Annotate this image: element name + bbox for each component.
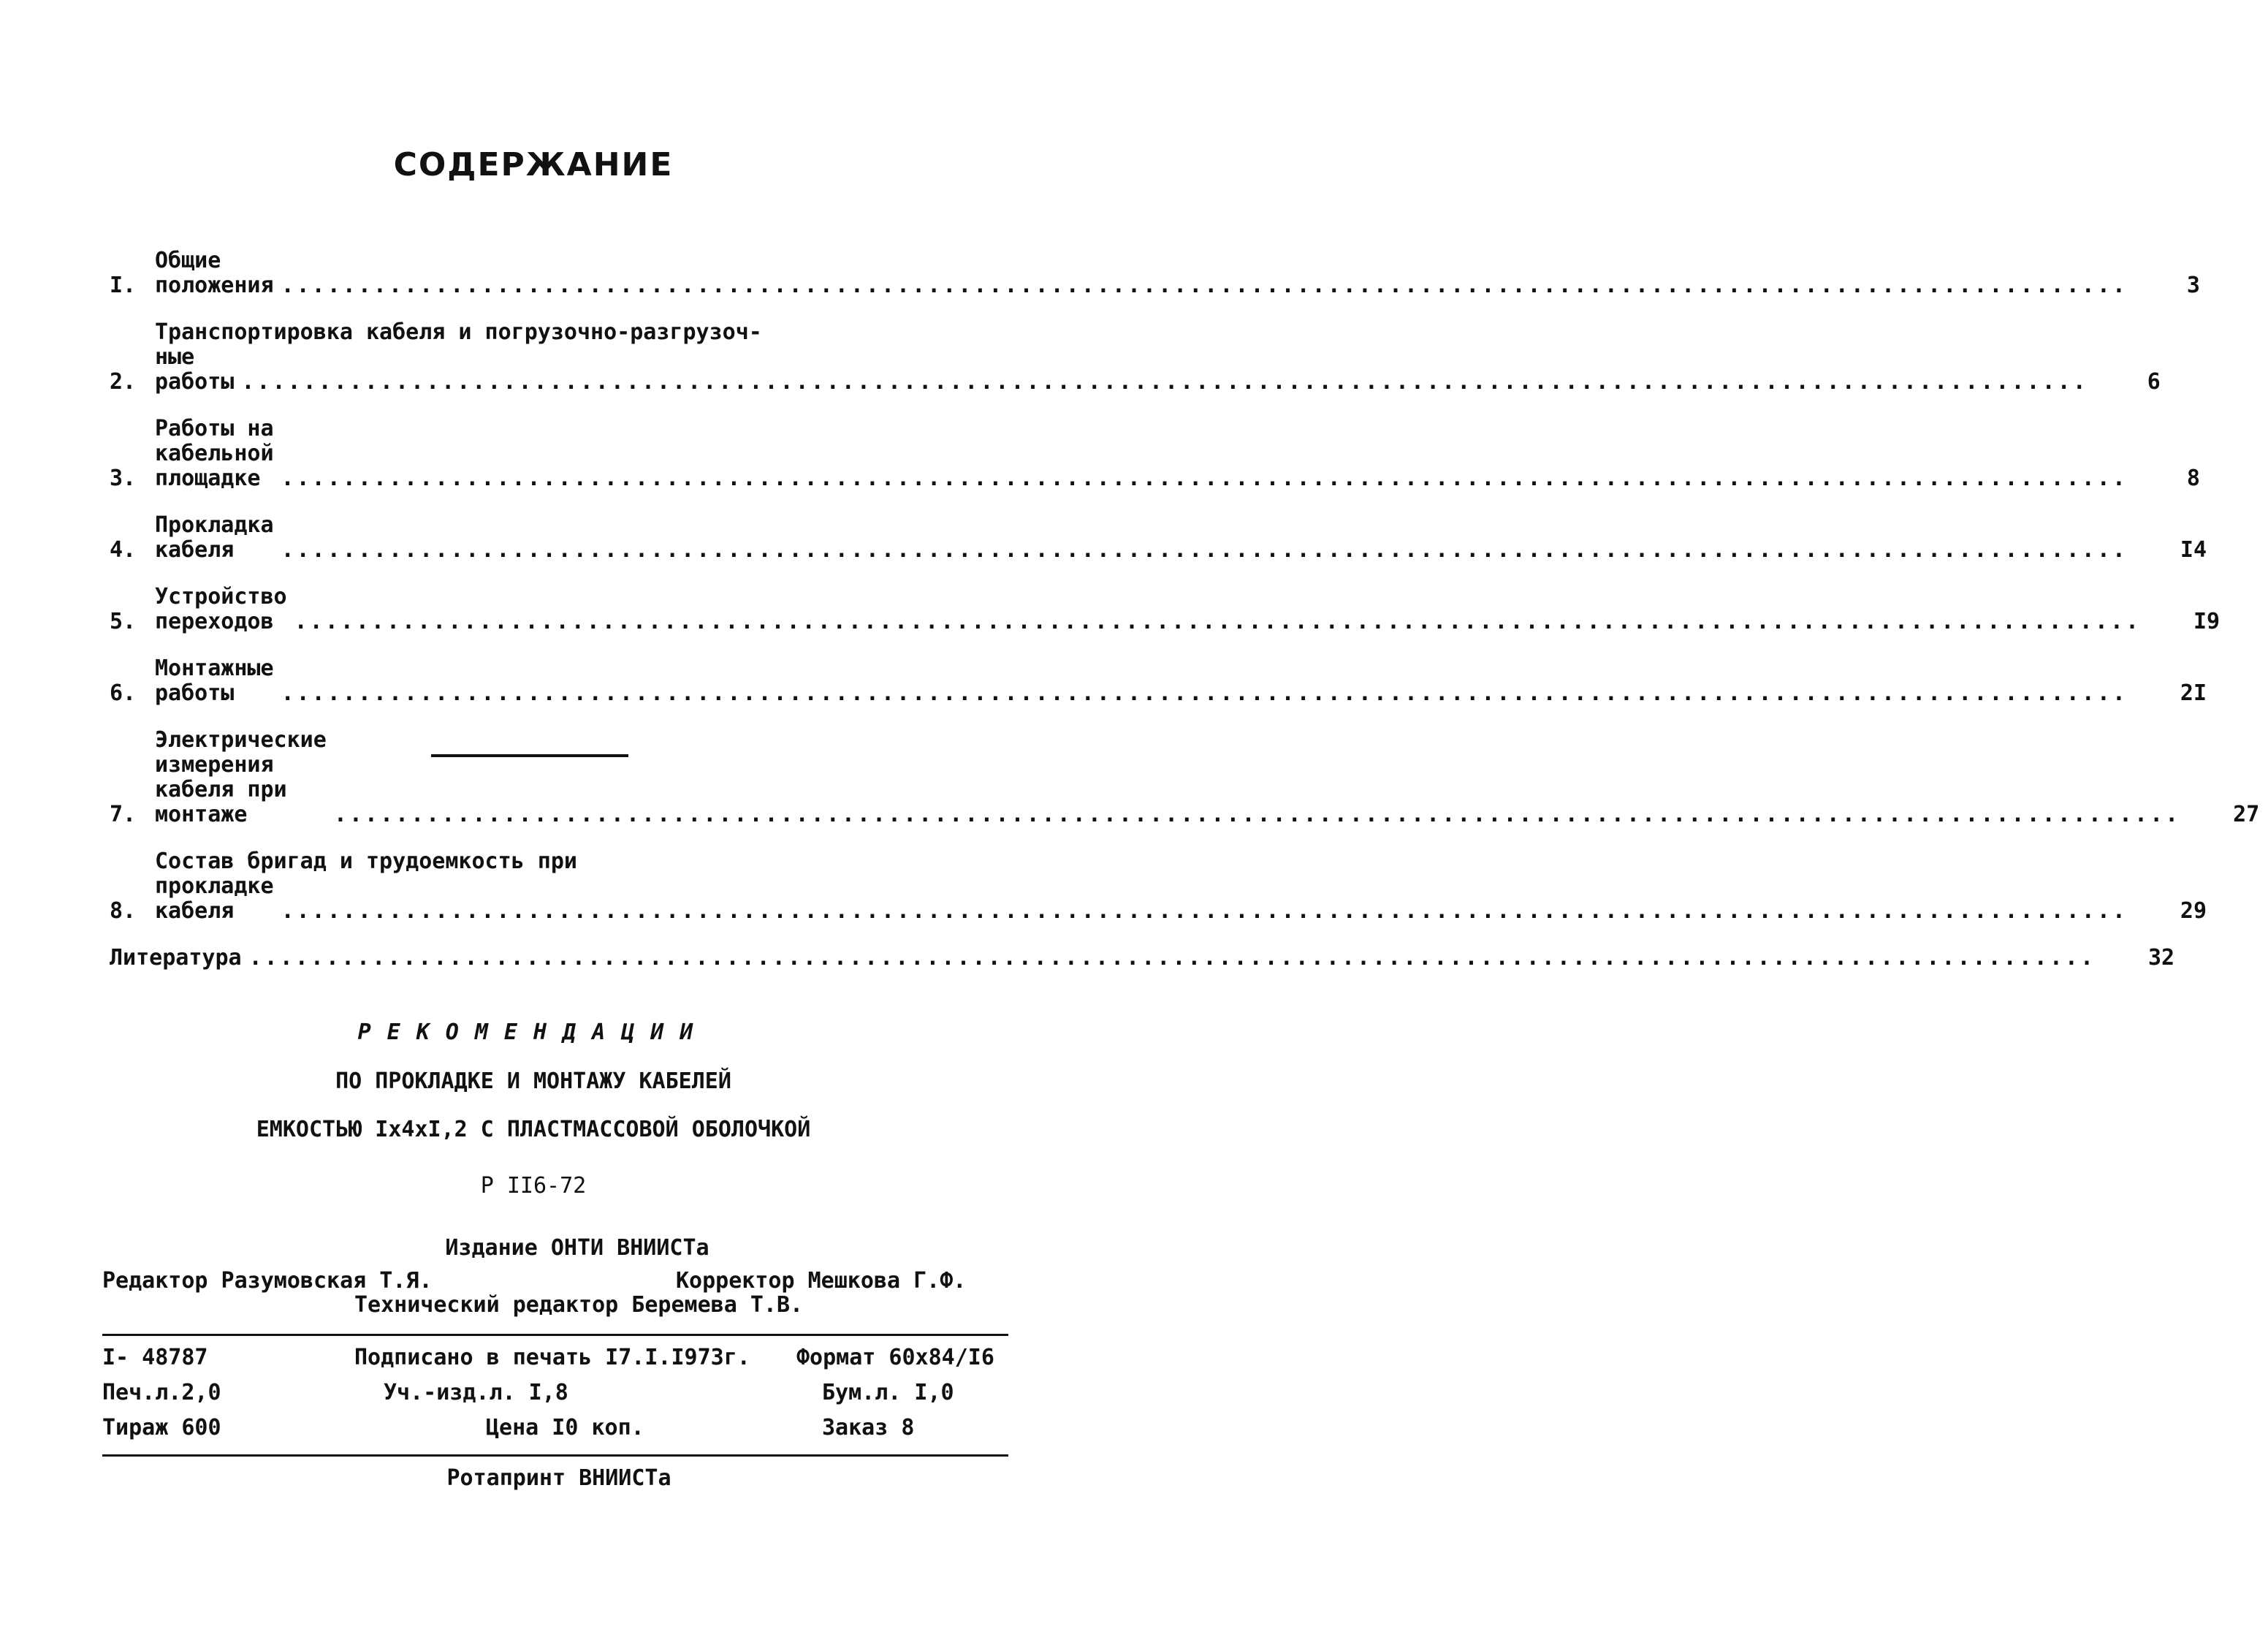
imprint-top-rule [102,1334,1008,1336]
toc-item-number: 2. [110,369,137,395]
leader-dots [281,273,2128,298]
toc-item-page: 6 [2147,369,2161,395]
toc-item-title: Общие положения [155,248,274,298]
toc-item [110,584,2221,634]
toc-item-title: Устройство переходов [155,584,287,634]
leader-dots [334,802,2180,827]
imprint-price: Цена I0 коп. [486,1415,644,1440]
toc-item-number: I. [110,273,137,298]
imprint-signed: Подписано в печать I7.I.I973г. [354,1345,750,1370]
imprint-format: Формат 60х84/I6 [796,1345,994,1370]
recommendations-subtitle-line2: ЕМКОСТЬЮ Iх4хI,2 С ПЛАСТМАССОВОЙ ОБОЛОЧКОЙ [256,1117,811,1142]
publisher: Издание ОНТИ ВНИИСТа [445,1235,709,1261]
leader-dots [281,681,2128,706]
toc-item [110,319,2161,395]
toc-item-number: 3. [110,466,137,491]
toc-item-page: 27 [2233,802,2260,827]
imprint-print-sheets: Печ.л.2,0 [102,1380,221,1405]
leader-dots [294,610,2141,634]
toc-item-number: 6. [110,680,137,706]
toc-literature-page: 32 [2147,945,2175,971]
toc-literature-label: Литература [110,945,242,971]
toc-item [110,656,2207,706]
toc-item [110,512,2207,563]
toc-item-page: 2I [2180,680,2207,706]
toc-item-page: 29 [2180,898,2207,924]
toc-item [110,849,2207,924]
leader-dots [249,946,2096,971]
toc-item-page: I4 [2180,537,2207,563]
toc-item-page: 3 [2186,273,2200,298]
toc-item-page: I9 [2193,609,2221,634]
toc-item [110,248,2200,298]
document-code: Р II6-72 [480,1173,587,1199]
toc-literature [110,945,2175,971]
imprint-paper-sheets: Бум.л. I,0 [822,1380,954,1405]
recommendations-subtitle-line1: ПО ПРОКЛАДКЕ И МОНТАЖУ КАБЕЛЕЙ [335,1068,731,1094]
editor: Редактор Разумовская Т.Я. [102,1268,433,1294]
leader-dots [281,466,2128,491]
printer: Ротапринт ВНИИСТа [446,1465,671,1491]
recommendations-heading: РЕКОМЕНДАЦИИ [357,1020,709,1045]
toc-title: СОДЕРЖАНИЕ [393,146,674,183]
imprint-circulation: Тираж 600 [102,1415,221,1440]
toc-item-title: Состав бригад и трудоемкость при [155,849,577,874]
leader-dots [241,370,2088,395]
toc-item-title: Монтажные работы [155,656,274,706]
toc-item-number: 4. [110,537,137,563]
corrector: Корректор Мешкова Г.Ф. [676,1268,967,1294]
toc-item-title-cont: прокладке кабеля [155,873,274,924]
imprint-pub-sheets: Уч.-изд.л. I,8 [384,1380,568,1405]
toc-item-title: Работы на кабельной площадке [155,416,274,491]
toc-item-number: 8. [110,898,137,924]
toc-item-title: Прокладка кабеля [155,512,274,563]
imprint-order: Заказ 8 [822,1415,915,1440]
toc-item-title: Транспортировка кабеля и погрузочно-разгрузоч- [155,319,762,345]
imprint-bottom-rule [102,1454,1008,1457]
leader-dots [281,899,2128,924]
toc-item-number: 5. [110,609,137,634]
toc-item-title-cont: ные работы [155,344,235,395]
table-of-contents [110,248,2260,992]
toc-item-number: 7. [110,802,137,827]
toc-item [110,416,2200,491]
technical-editor: Технический редактор Беремева Т.В. [354,1292,804,1318]
toc-item-title: Электрические измерения кабеля при монтаже [155,727,327,827]
toc-item [110,727,2260,827]
leader-dots [281,538,2128,563]
section-divider [431,754,628,757]
imprint-order-number: I- 48787 [102,1345,208,1370]
toc-item-page: 8 [2186,466,2200,491]
